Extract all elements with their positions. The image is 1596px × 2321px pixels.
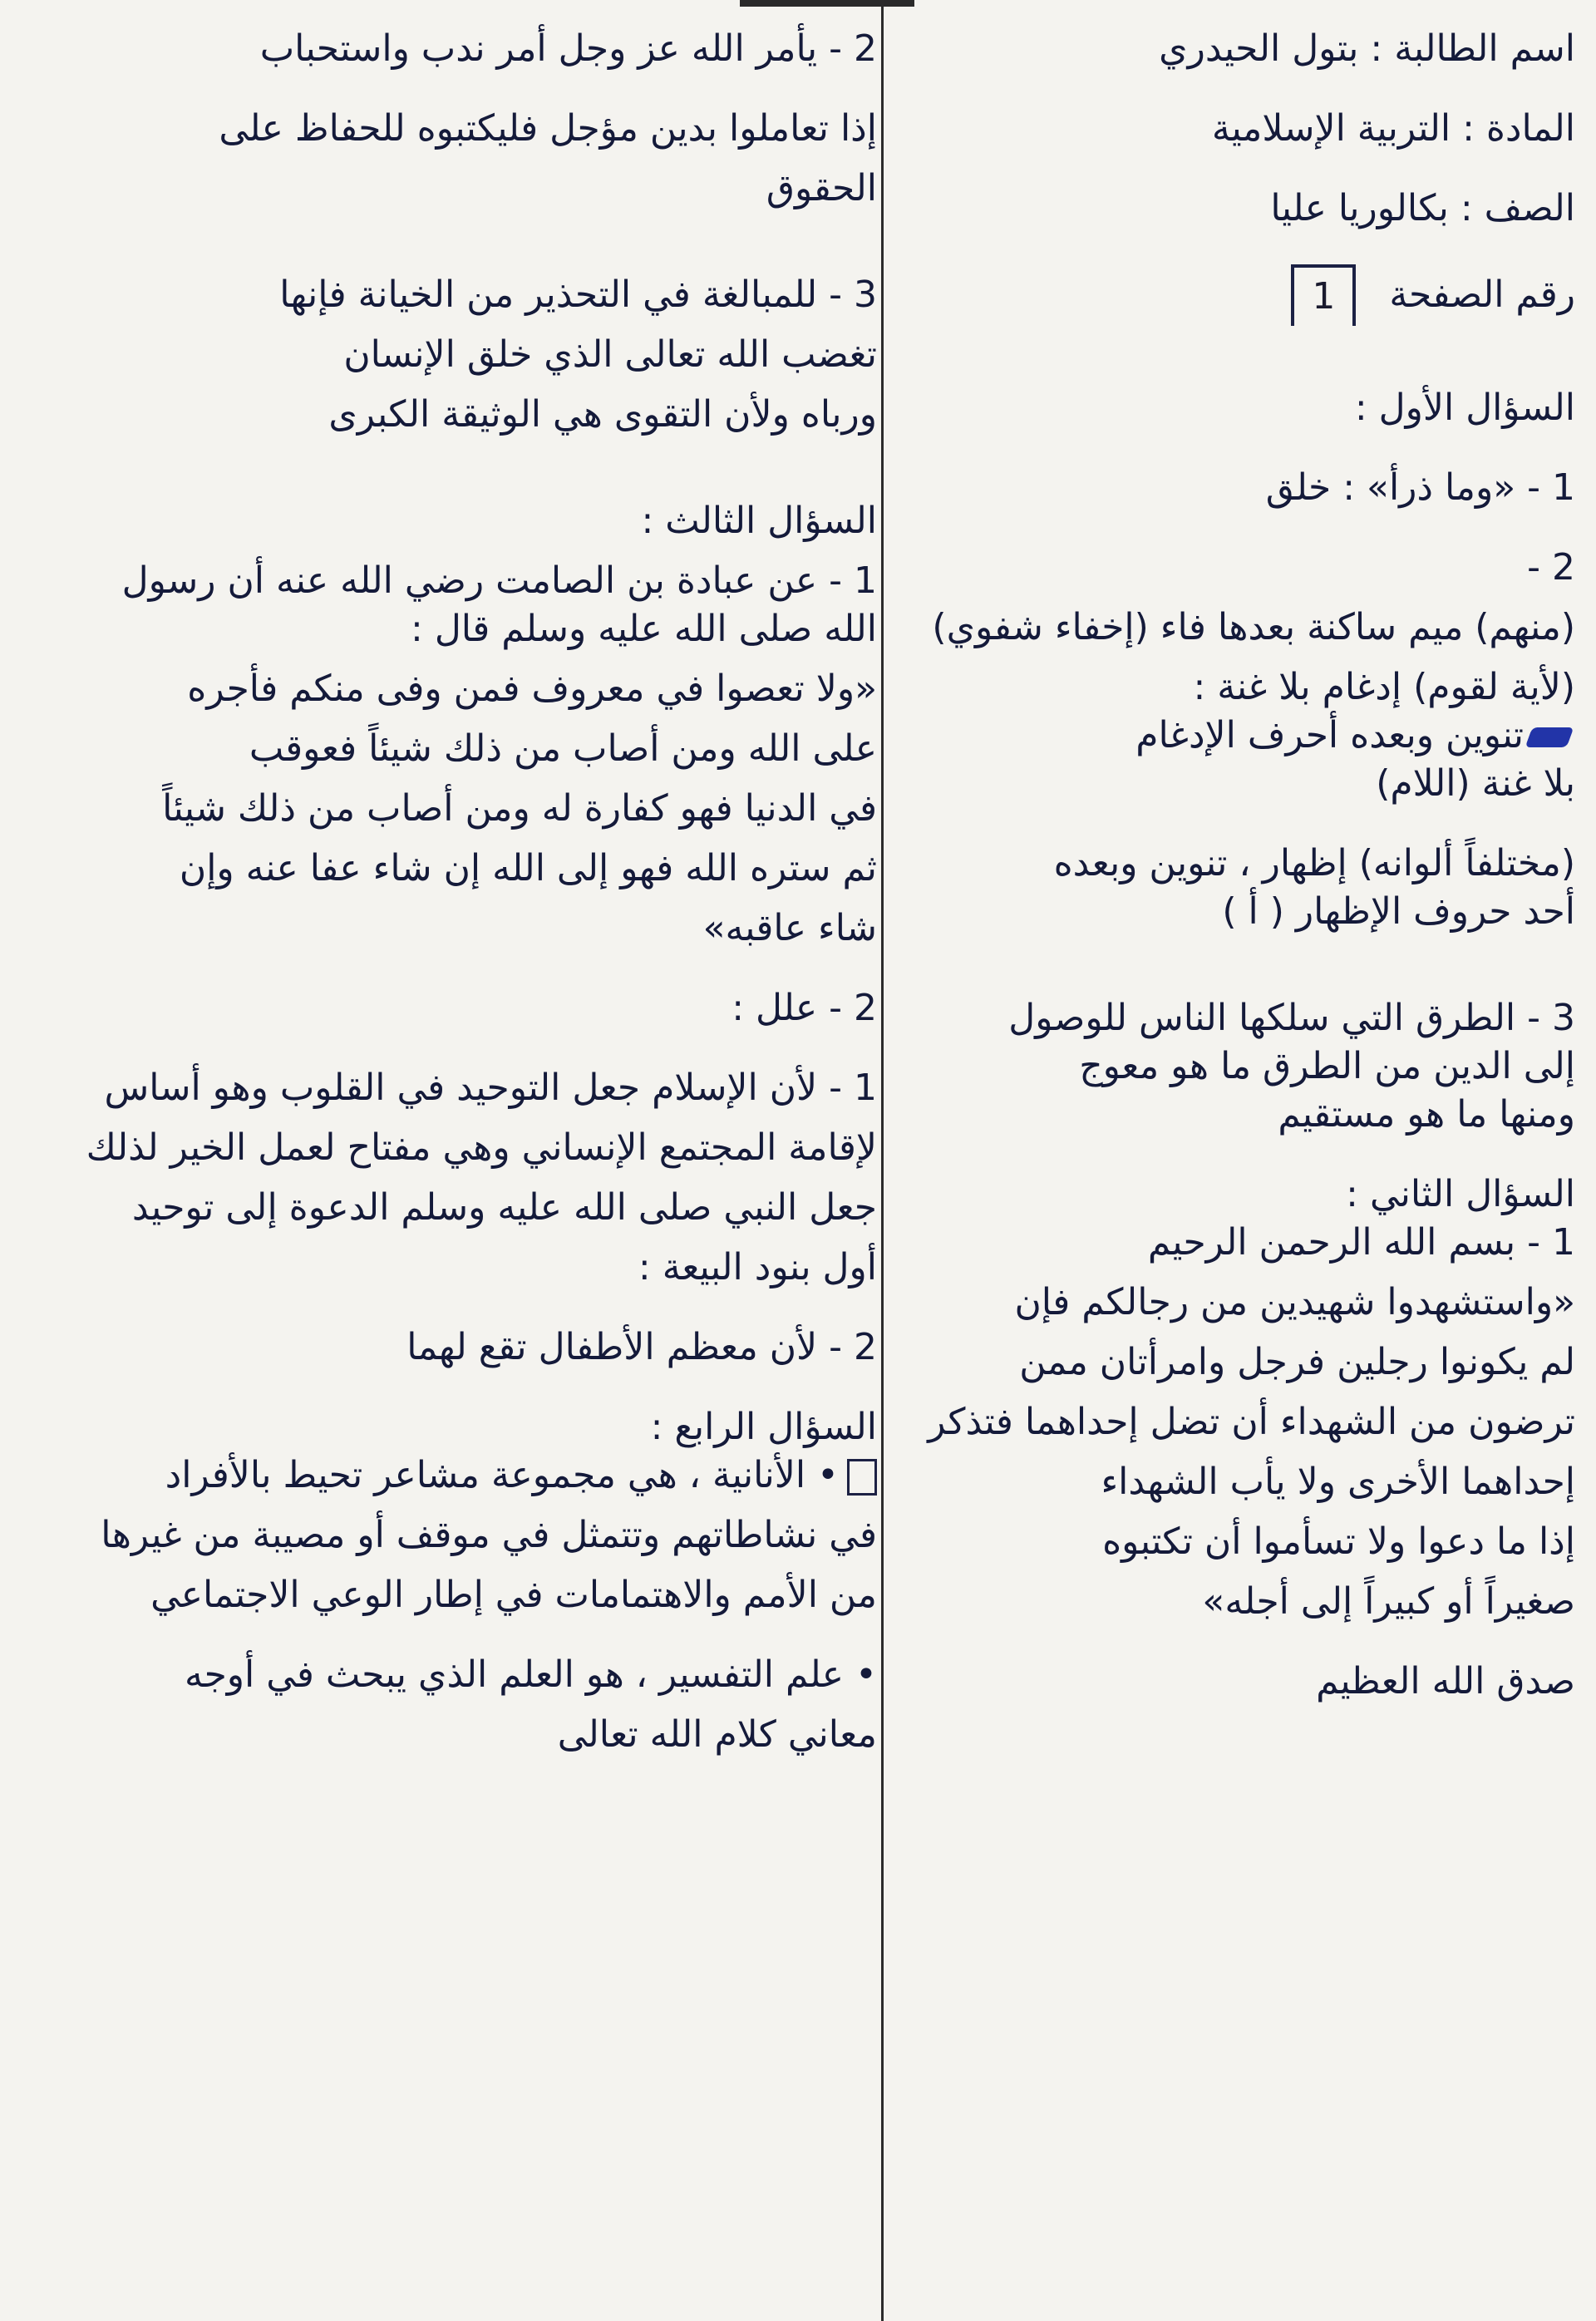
page-label: رقم الصفحة: [1389, 273, 1575, 316]
q3-1-line-d: على الله ومن أصاب من ذلك شيئاً فعوقب: [249, 727, 877, 770]
q3-2-1-line-b: لإقامة المجتمع الإنساني وهي مفتاح لعمل الخير لذلك: [86, 1126, 877, 1169]
right-column: [894, 0, 1575, 2321]
q1-2-line-c1: (مختلفاً ألوانه) إظهار ، تنوين وبعده: [1053, 842, 1575, 885]
verse-line-4: إحداهما الأخرى ولا يأب الشهداء: [1101, 1461, 1575, 1503]
checkbox-mark-icon: [847, 1459, 877, 1496]
q2-3-line-a: 3 - للمبالغة في التحذير من الخيانة فإنها: [279, 273, 877, 316]
q4-1-line-c: من الأمم والاهتمامات في إطار الوعي الاجتماعي: [150, 1574, 877, 1616]
q1-2-line-c2: أحد حروف الإظهار ( أ ): [1222, 890, 1575, 933]
q3-2-heading: 2 - علل :: [732, 987, 877, 1029]
subject: المادة : التربية الإسلامية: [1211, 107, 1575, 150]
q2-heading: السؤال الثاني :: [1346, 1173, 1575, 1215]
q3-1-line-b: الله صلى الله عليه وسلم قال :: [411, 608, 877, 650]
page-number-row: [894, 264, 1575, 326]
q3-2-2-line: 2 - لأن معظم الأطفال تقع لهما: [406, 1326, 877, 1368]
q2-3-line-b: تغضب الله تعالى الذي خلق الإنسان: [343, 333, 877, 376]
q3-2-1-line-d: أول بنود البيعة :: [638, 1246, 877, 1289]
q4-2-line-a: • علم التفسير ، هو العلم الذي يبحث في أوجه: [184, 1653, 877, 1696]
verse-line-6: صغيراً أو كبيراً إلى أجله»: [1202, 1580, 1575, 1623]
q3-1-line-e: في الدنيا فهو كفارة له ومن أصاب من ذلك شيئاً: [162, 787, 877, 830]
student-name: اسم الطالبة : بتول الحيدري: [1159, 27, 1575, 70]
q2-2-line-a: 2 - يأمر الله عز وجل أمر ندب واستحباب: [259, 27, 877, 70]
q1-3-line-c: ومنها ما هو مستقيم: [1278, 1093, 1575, 1136]
q2-answer-1: 1 - بسم الله الرحمن الرحيم: [1147, 1221, 1575, 1264]
q3-1-line-f: ثم ستره الله فهو إلى الله إن شاء عفا عنه وإن: [179, 847, 877, 889]
q3-1-line-g: شاء عاقبه»: [702, 907, 877, 949]
q1-2-line-b3: بلا غنة (اللام): [1376, 762, 1575, 805]
q1-answer-1: 1 - «وما ذرأ» : خلق: [1265, 466, 1575, 509]
q4-1-line-b: في نشاطاتهم وتتمثل في موقف أو مصيبة من غيرها: [101, 1514, 877, 1556]
q2-2-line-b: إذا تعاملوا بدين مؤجل فليكتبوه للحفاظ على: [219, 107, 877, 150]
verse-line-5: إذا ما دعوا ولا تسأموا أن تكتبوه: [1102, 1520, 1575, 1563]
q1-3-line-a: 3 - الطرق التي سلكها الناس للوصول: [1008, 997, 1575, 1039]
verse-line-1: «واستشهدوا شهيدين من رجالكم فإن: [1014, 1281, 1575, 1323]
q3-1-line-c: «ولا تعصوا في معروف فمن وفى منكم فأجره: [187, 668, 877, 710]
verse-line-2: لم يكونوا رجلين فرجل وامرأتان ممن: [1019, 1341, 1575, 1383]
grade: الصف : بكالوريا عليا: [1270, 187, 1575, 229]
q4-2-line-b: معاني كلام الله تعالى: [557, 1713, 877, 1756]
q3-2-1-line-a: 1 - لأن الإسلام جعل التوحيد في القلوب وهو أساس: [104, 1067, 877, 1109]
page-number: 1: [1291, 264, 1356, 326]
q1-3-line-b: إلى الدين من الطرق ما هو معوج: [1079, 1045, 1575, 1087]
q4-heading: السؤال الرابع :: [650, 1406, 877, 1448]
q1-2-line-b1: (لأية لقوم) إدغام بلا غنة :: [1193, 666, 1575, 708]
q1-heading: السؤال الأول :: [1354, 387, 1575, 429]
q1-2-line-a1: (منهم) ميم ساكنة بعدها فاء (إخفاء شفوي): [932, 606, 1575, 648]
q2-2-line-c: الحقوق: [766, 167, 877, 209]
q3-heading: السؤال الثالث :: [641, 500, 877, 542]
q3-1-line-a: 1 - عن عبادة بن الصامت رضي الله عنه أن رسول: [121, 559, 877, 602]
q2-3-line-c: ورباه ولأن التقوى هي الوثيقة الكبرى: [328, 393, 877, 436]
q1-answer-2-label: 2 -: [1527, 546, 1575, 589]
q4-1-line-a: • الأنانية ، هي مجموعة مشاعر تحيط بالأفراد: [0, 1451, 877, 1500]
verse-line-3: ترضون من الشهداء أن تضل إحداهما فتذكر: [928, 1401, 1575, 1443]
scribble-mark: [1525, 727, 1574, 747]
column-divider: [881, 0, 884, 2321]
q3-2-1-line-c: جعل النبي صلى الله عليه وسلم الدعوة إلى توحيد: [131, 1186, 877, 1229]
q1-2-line-b2: تنوين وبعده أحرف الإدغام: [894, 712, 1575, 760]
closing-line: صدق الله العظيم: [1316, 1660, 1575, 1703]
